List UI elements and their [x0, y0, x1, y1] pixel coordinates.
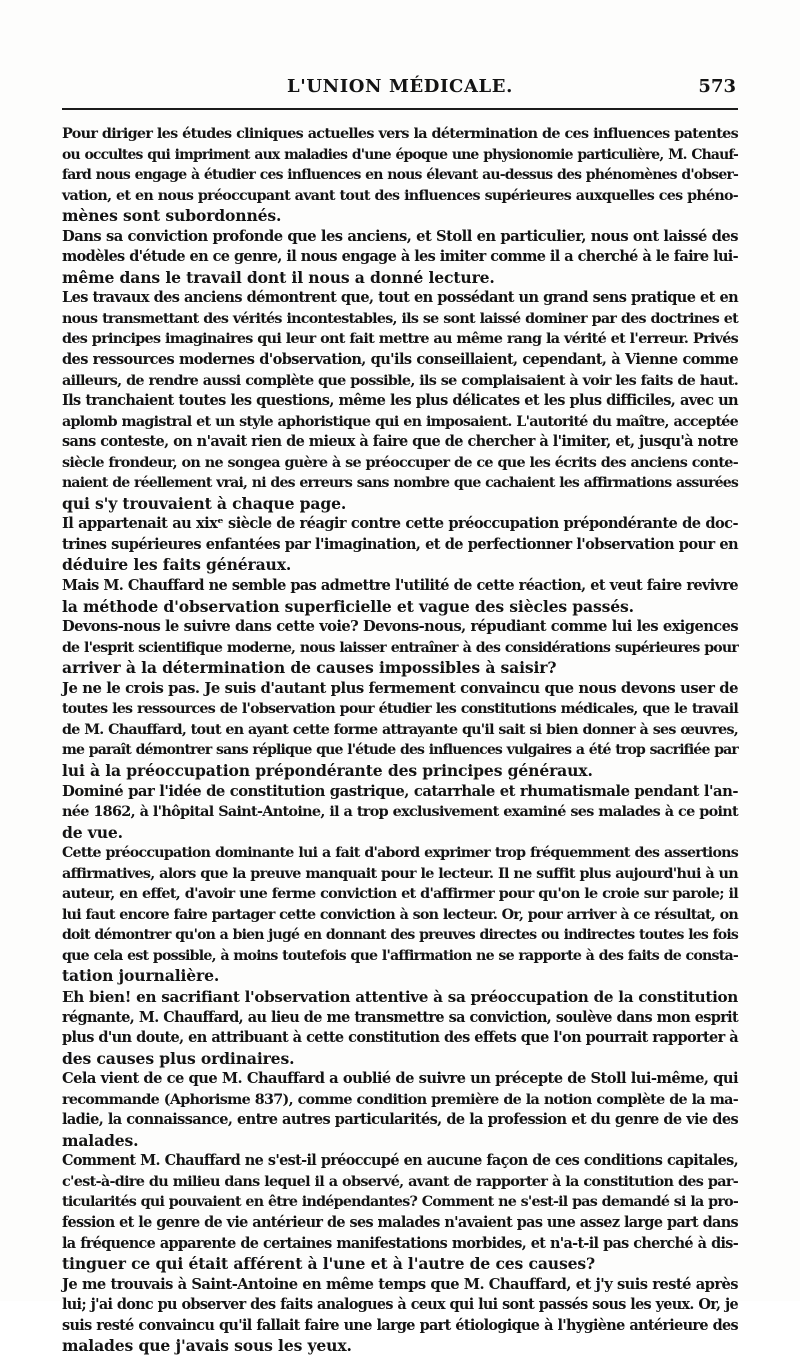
- paragraph: [62, 1151, 738, 1274]
- text-line: lui; j'ai donc pu observer des faits analogues à ceux qui lui sont passés sous les yeux. Or, je: [62, 1296, 738, 1314]
- text-line: déduire les faits généraux.: [62, 555, 292, 575]
- text-line: Devons-nous le suivre dans cette voie? Devons-nous, répudiant comme lui les exigences: [62, 618, 738, 636]
- text-line: mènes sont subordonnés.: [62, 206, 282, 226]
- text-line: Eh bien! en sacrifiant l'observation attentive à sa préoccupation de la constitution: [62, 987, 738, 1006]
- text-line: Les travaux des anciens démontrent que, tout en possédant un grand sens pratique et en: [62, 289, 738, 307]
- text-line: malades que j'avais sous les yeux.: [62, 1336, 352, 1356]
- text-line: modèles d'étude en ce genre, il nous engage à les imiter comme il a cherché à le faire lui-: [62, 248, 738, 266]
- paragraph: [62, 514, 738, 576]
- paragraph: [62, 782, 738, 844]
- paragraph: [62, 617, 738, 679]
- text-line: ticularités qui pouvaient en être indépendantes? Comment ne s'est-il pas demandé si la pro-: [62, 1194, 738, 1211]
- text-line: sans conteste, on n'avait rien de mieux à faire que de chercher à l'imiter, et, jusqu'à notre: [62, 433, 738, 451]
- text-line: de M. Chauffard, tout en ayant cette forme attrayante qu'il sait si bien donner à ses œuvres,: [62, 721, 738, 738]
- text-line: Pour diriger les études cliniques actuelles vers la détermination de ces influences patentes: [62, 126, 738, 142]
- paragraph: [62, 124, 738, 227]
- text-line: siècle frondeur, on ne songea guère à se préoccuper de ce que les écrits des anciens conte-: [62, 454, 738, 471]
- text-line: qui s'y trouvaient à chaque page.: [62, 493, 347, 513]
- page-number: 573: [698, 76, 736, 97]
- text-line: Je ne le crois pas. Je suis d'autant plus fermement convaincu que nous devons user de: [62, 679, 738, 697]
- text-line: arriver à la détermination de causes impossibles à saisir?: [62, 658, 557, 678]
- text-line: Il appartenait au xixᵉ siècle de réagir contre cette préoccupation prépondérante de doc-: [62, 515, 738, 533]
- text-line: tation journalière.: [62, 966, 220, 986]
- text-line: Dominé par l'idée de constitution gastrique, catarrhale et rhumatismale pendant l'an-: [62, 782, 738, 800]
- paragraph: [62, 1275, 738, 1357]
- text-line: fession et le genre de vie antérieur de ses malades n'avaient pas une assez large part dans: [62, 1213, 738, 1231]
- text-line: plus d'un doute, en attribuant à cette constitution des effets que l'on pourrait rapporter à: [62, 1029, 738, 1047]
- text-line: de vue.: [62, 822, 123, 842]
- text-line: la méthode d'observation superficielle et vague des siècles passés.: [62, 596, 634, 616]
- page-header: [62, 76, 738, 100]
- text-line: affirmatives, alors que la preuve manquait pour le lecteur. Il ne suffit plus aujourd'hui à un: [62, 865, 738, 882]
- text-line: ailleurs, de rendre aussi complète que possible, ils se complaisaient à voir les faits de haut.: [62, 372, 738, 389]
- text-line: même dans le travail dont il nous a donné lecture.: [62, 267, 495, 287]
- header-rule: [62, 108, 738, 110]
- text-line: toutes les ressources de l'observation pour étudier les constitutions médicales, que le travail: [62, 701, 738, 718]
- text-line: née 1862, à l'hôpital Saint-Antoine, il a trop exclusivement examiné ses malades à ce point: [62, 803, 738, 821]
- text-line: suis resté convaincu qu'il fallait faire une large part étiologique à l'hygiène antérieure des: [62, 1316, 738, 1334]
- text-line: des ressources modernes d'observation, qu'ils conseillaient, cependant, à Vienne comme: [62, 351, 738, 369]
- text-line: Dans sa conviction profonde que les anciens, et Stoll en particulier, nous ont laissé des: [62, 227, 738, 245]
- text-line: des causes plus ordinaires.: [62, 1048, 295, 1068]
- text-line: lui faut encore faire partager cette conviction à son lecteur. Or, pour arriver à ce résultat, on: [62, 906, 738, 923]
- text-line: de l'esprit scientifique moderne, nous laisser entraîner à des considérations supérieures pour: [62, 639, 738, 656]
- text-line: tinguer ce qui était afférent à l'une et à l'autre de ces causes?: [62, 1254, 595, 1274]
- text-line: malades.: [62, 1130, 139, 1150]
- paragraph: [62, 843, 738, 987]
- text-line: aplomb magistral et un style aphoristique qui en imposaient. L'autorité du maître, acceptée: [62, 413, 738, 430]
- text-line: régnante, M. Chauffard, au lieu de me transmettre sa conviction, soulève dans mon esprit: [62, 1008, 738, 1026]
- text-line: recommande (Aphorisme 837), comme condition première de la notion complète de la ma-: [62, 1091, 738, 1108]
- text-line: fard nous engage à étudier ces influences en nous élevant au-dessus des phénomènes d'obser-: [62, 167, 738, 184]
- text-line: la fréquence apparente de certaines manifestations morbides, et n'a-t-il pas cherché à dis-: [62, 1234, 738, 1252]
- text-line: Cela vient de ce que M. Chauffard a oublié de suivre un précepte de Stoll lui-même, qui: [62, 1070, 738, 1088]
- paragraph: [62, 227, 738, 289]
- paragraph: [62, 288, 738, 514]
- text-line: naient de réellement vrai, ni des erreurs sans nombre que cachaient les affirmations assurées: [62, 475, 738, 492]
- paragraph: [62, 679, 738, 782]
- text-line: ou occultes qui impriment aux maladies d'une époque une physionomie particulière, M. Chauf-: [62, 146, 738, 163]
- text-line: trines supérieures enfantées par l'imagination, et de perfectionner l'observation pour en: [62, 535, 738, 553]
- text-line: auteur, en effet, d'avoir une ferme conviction et d'affirmer pour qu'on le croie sur parole; il: [62, 885, 738, 903]
- text-line: doit démontrer qu'on a bien jugé en donnant des preuves directes ou indirectes toutes les fois: [62, 927, 738, 944]
- text-line: Comment M. Chauffard ne s'est-il préoccupé en aucune façon de ces conditions capitales,: [62, 1152, 738, 1170]
- paragraph: [62, 1069, 738, 1151]
- text-line: me paraît démontrer sans réplique que l'étude des influences vulgaires a été trop sacrifiée par: [62, 742, 738, 759]
- text-line: Ils tranchaient toutes les questions, même les plus délicates et les plus difficiles, avec un: [62, 392, 738, 410]
- running-title: L'UNION MÉDICALE.: [287, 76, 513, 97]
- text-line: Je me trouvais à Saint-Antoine en même temps que M. Chauffard, et j'y suis resté après: [62, 1275, 738, 1293]
- paragraph: [62, 987, 738, 1069]
- text-line: c'est-à-dire du milieu dans lequel il a observé, avant de rapporter à la constitution des par-: [62, 1172, 738, 1190]
- text-line: nous transmettant des vérités incontestables, ils se sont laissé dominer par des doctrines et: [62, 310, 738, 327]
- text-line: Cette préoccupation dominante lui a fait d'abord exprimer trop fréquemment des assertions: [62, 845, 738, 862]
- text-line: ladie, la connaissance, entre autres particularités, de la profession et du genre de vie des: [62, 1111, 738, 1129]
- paragraph: [62, 576, 738, 617]
- text-line: lui à la préoccupation prépondérante des principes généraux.: [62, 760, 593, 780]
- article-body: [62, 124, 738, 1357]
- text-line: vation, et en nous préoccupant avant tout des influences supérieures auxquelles ces phéno-: [62, 187, 738, 204]
- text-line: des principes imaginaires qui leur ont fait mettre au même rang la vérité et l'erreur. Privés: [62, 331, 738, 348]
- text-line: que cela est possible, à moins toutefois que l'affirmation ne se rapporte à des faits de consta-: [62, 947, 738, 964]
- text-line: Mais M. Chauffard ne semble pas admettre l'utilité de cette réaction, et veut faire revivre: [62, 577, 738, 595]
